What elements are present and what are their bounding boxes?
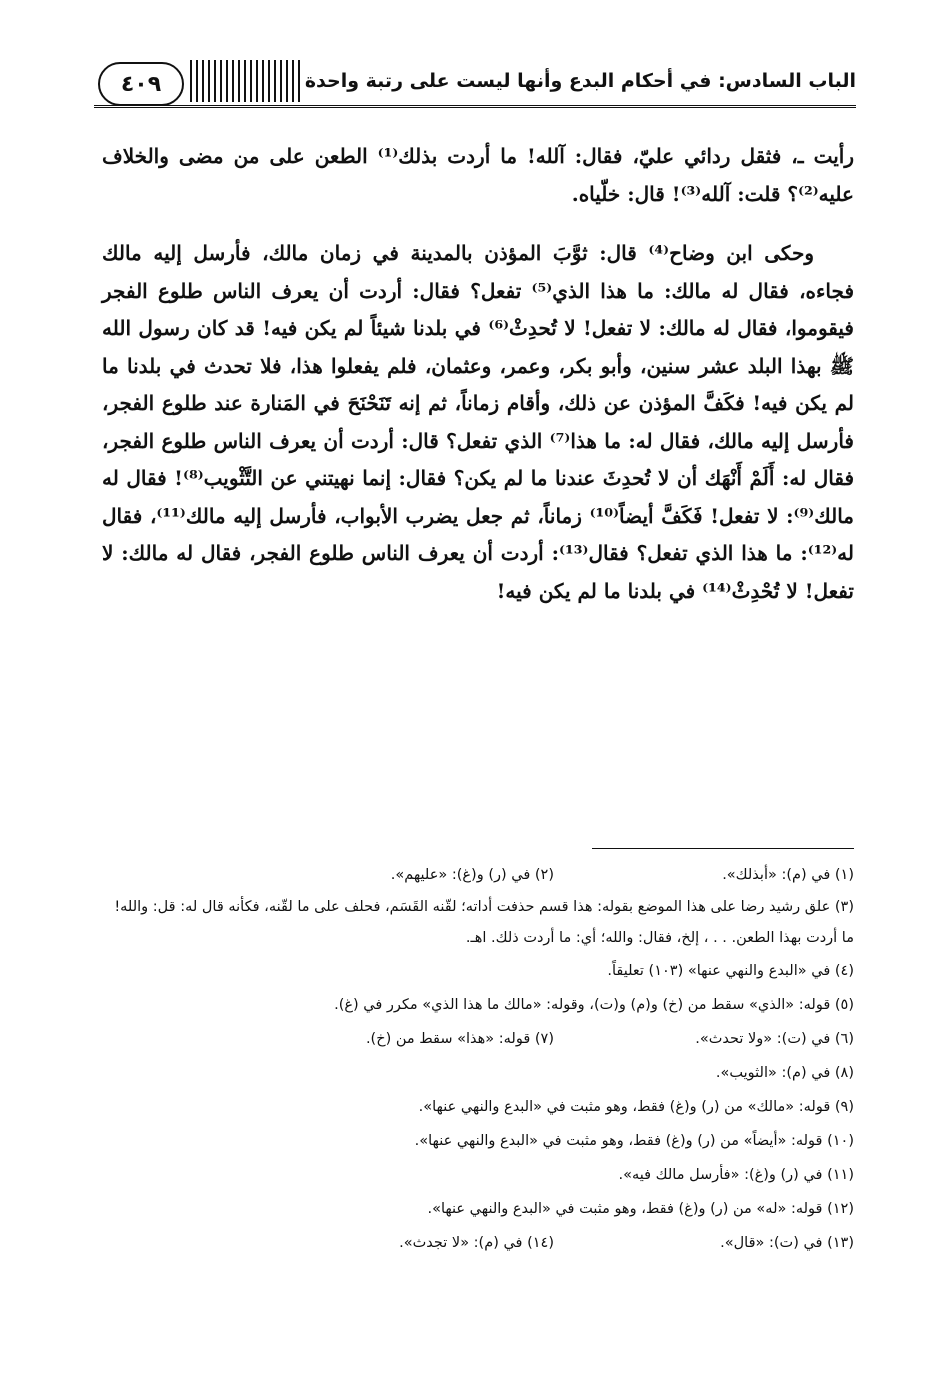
footnote-row	[102, 1226, 854, 1260]
footnote-divider	[592, 848, 854, 849]
main-text	[102, 138, 854, 610]
page-header	[94, 58, 856, 116]
paragraph-1: رأيت ـ، فثقل ردائي عليّ، فقال: آلله! ما أردت بذلك⁽¹⁾ الطعن على من مضى والخلاف عليه⁽²⁾؟ قلت: آلله⁽³⁾! قال: خلّياه.	[102, 144, 854, 206]
header-ornament-bars	[190, 60, 300, 102]
footnotes	[102, 858, 854, 1260]
footnote-row	[102, 858, 854, 892]
footnote-5: (٥) قوله: «الذي» سقط من (خ) و(م) و(ت)، وقوله: «مالك ما هذا الذي» مكرر في (غ).	[334, 997, 854, 1013]
footnote-14: (١٤) في (م): «لا تجدث».	[399, 1235, 554, 1251]
footnote-11: (١١) في (ر) و(غ): «فأرسل مالك فيه».	[618, 1167, 854, 1183]
footnote-2: (٢) في (ر) و(غ): «عليهم».	[390, 867, 554, 883]
footnote-9: (٩) قوله: «مالك» من (ر) و(غ) فقط، وهو مثبت في «البدع والنهي عنها».	[418, 1099, 854, 1115]
page-number: ٤٠٩	[98, 62, 184, 106]
footnote-1: (١) في (م): «أبذلك».	[722, 867, 854, 883]
footnote-6: (٦) في (ت): «ولا تحدث».	[695, 1031, 854, 1047]
footnote-10: (١٠) قوله: «أيضاً» من (ر) و(غ) فقط، وهو مثبت في «البدع والنهي عنها».	[414, 1133, 854, 1149]
footnote-3: (٣) علق رشيد رضا على هذا الموضع بقوله: هذا قسم حذفت أداته؛ لقّنه القَسَم، فحلف على ما لقّنه، فكأنه قال له: قل: والله! ما أردت بهذا الطعن. . . ، إلخ، فقال: والله؛ أي: ما أردت ذلك. اهـ.	[114, 899, 854, 946]
paragraph-2: وحكى ابن وضاح⁽⁴⁾ قال: ثوَّبَ المؤذن بالمدينة في زمان مالك، فأرسل إليه مالك فجاءه، فقال له مالك: ما هذا الذي⁽⁵⁾ تفعل؟ فقال: أردت أن يعرف الناس طلوع الفجر فيقوموا، فقال له مالك: لا تفعل! لا تُحدِثْ⁽⁶⁾ في بلدنا شيئاً لم يكن فيه! قد كان رسول الله ﷺ بهذا البلد عشر سنين، وأبو بكر، وعمر، وعثمان، فلم يفعلوا هذا، فلا تحدث في بلدنا ما لم يكن فيه! فكَفَّ المؤذن عن ذلك، وأقام زماناً، ثم إنه تَنَحْنَحَ في المَنارة عند طلوع الفجر، فأرسل إليه مالك، فقال له: ما هذا⁽⁷⁾ الذي تفعل؟ قال: أردت أن يعرف الناس طلوع الفجر، فقال له: أَلَمْ أَنْهَك أن لا تُحدِثَ عندنا ما لم يكن؟ فقال: إنما نهيتني عن التَّثْويب⁽⁸⁾! فقال له مالك⁽⁹⁾: لا تفعل! فَكَفَّ أيضاً⁽¹⁰⁾ زماناً، ثم جعل يضرب الأبواب، فأرسل إليه مالك⁽¹¹⁾، فقال له⁽¹²⁾: ما هذا الذي تفعل؟ فقال⁽¹³⁾: أردت أن يعرف الناس طلوع الفجر، فقال له مالك: لا تفعل! لا تُحْدِثْ⁽¹⁴⁾ في بلدنا ما لم يكن فيه!	[102, 241, 855, 603]
footnote-13: (١٣) في (ت): «قال».	[720, 1235, 854, 1251]
footnote-8: (٨) في (م): «الثويب».	[715, 1065, 854, 1081]
footnote-12: (١٢) قوله: «له» من (ر) و(غ) فقط، وهو مثبت في «البدع والنهي عنها».	[427, 1201, 854, 1217]
footnote-row	[102, 1022, 854, 1056]
header-rule	[94, 105, 856, 108]
footnote-4: (٤) في «البدع والنهي عنها» (١٠٣) تعليقاً.	[607, 963, 854, 979]
footnote-7: (٧) قوله: «هذا» سقط من (خ).	[365, 1031, 554, 1047]
running-title: الباب السادس: في أحكام البدع وأنها ليست على رتبة واحدة	[304, 70, 856, 92]
